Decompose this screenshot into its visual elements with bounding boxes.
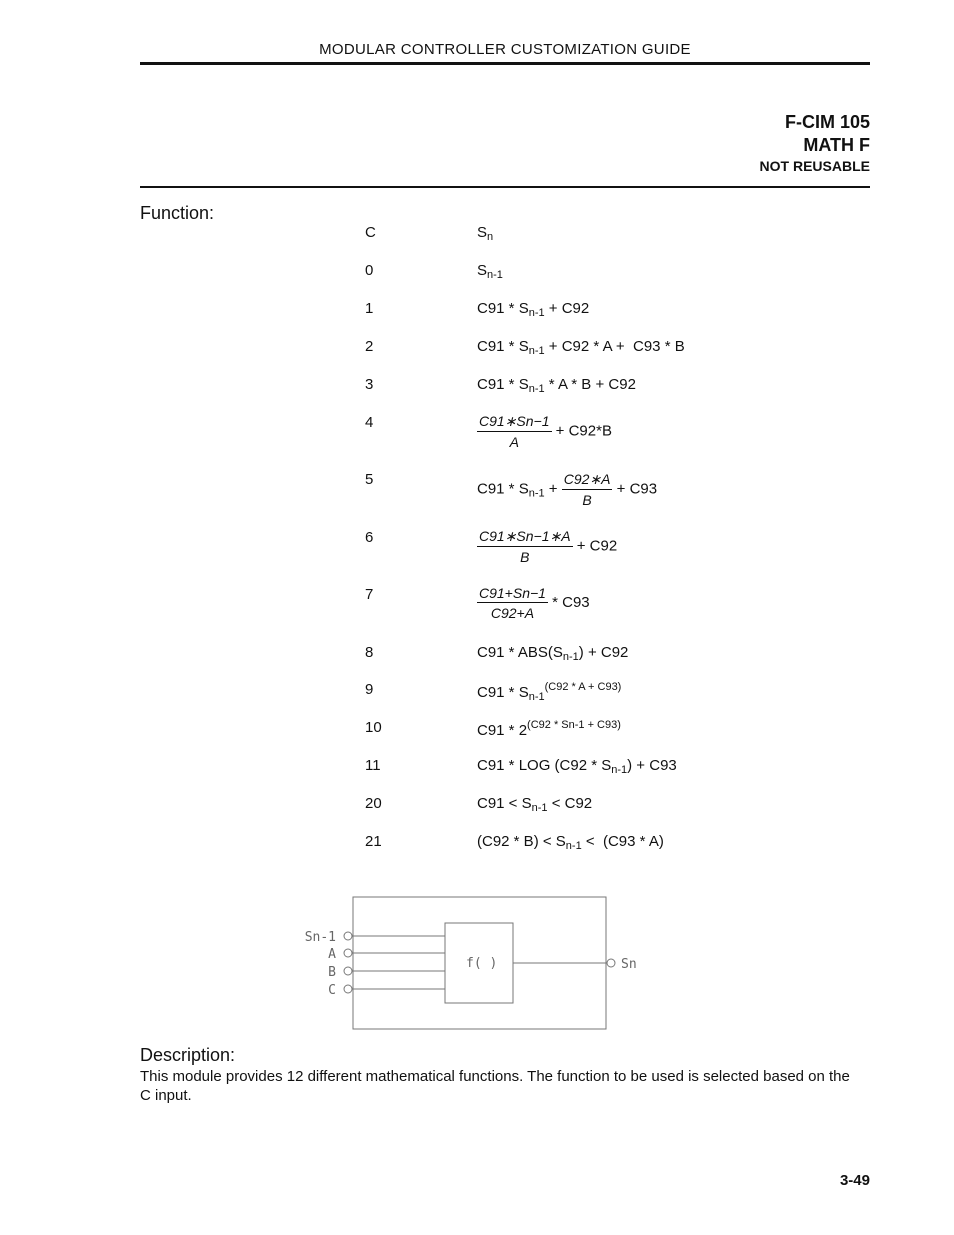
formula-1: $C91 * S_{n-1} + C92$ (477, 300, 590, 319)
input-port (344, 985, 352, 993)
function-heading: Function: (140, 203, 215, 223)
code-5: 5 (365, 471, 374, 488)
header-rule (140, 62, 870, 65)
input-label-b: B (328, 965, 336, 980)
formula-6: $\frac{C91∗Sn-1∗A}{B}$ + C92 (479, 528, 618, 565)
formula-20: $C91 < S_{n-1} < C92$ (477, 795, 593, 814)
output-label-sn: Sn (621, 957, 637, 972)
code-21: 21 (365, 833, 382, 850)
code-11: 11 (365, 757, 381, 774)
fraction: $\frac{C92∗A}{B}$ (563, 471, 611, 508)
input-label-c: C (328, 983, 336, 998)
formula-5: $C91 * S_{n-1}$ + $\frac{C92∗A}{B}$ + C93 (477, 471, 658, 508)
block-diagram (290, 890, 650, 1040)
formula-4: $\frac{C91∗Sn-1}{A}$ + C92*B (479, 413, 612, 450)
title-rule (140, 186, 870, 188)
code-1: 1 (365, 300, 374, 317)
code-7: 7 (365, 586, 374, 603)
code-6: 6 (365, 529, 374, 546)
code-3: 3 (365, 376, 374, 393)
code-4: 4 (365, 414, 374, 431)
module-id: F-CIM 105 (784, 112, 870, 132)
input-label-a: A (328, 947, 336, 962)
column-header-sn: $S_n$ (477, 224, 494, 243)
formula-7: $\frac{C91+Sn-1}{C92+A}$ * C93 (479, 585, 590, 621)
column-header-c: C (365, 224, 376, 241)
code-10: 10 (365, 719, 382, 736)
formula-21: $(C92 * B) < S_{n-1} < (C93 * A)$ (477, 833, 664, 852)
module-name: MATH F (803, 135, 870, 155)
code-20: 20 (365, 795, 382, 812)
description-text: This module provides 12 different mathematical functions. The function to be used is selected based on the C input. (140, 1068, 850, 1104)
code-0: 0 (365, 262, 374, 279)
formula-3: $C91 * S_{n-1} * A * B + C92$ (477, 376, 636, 395)
page-number: 3-49 (839, 1172, 870, 1189)
function-block-label: f( ) (466, 956, 498, 971)
input-port (344, 967, 352, 975)
fraction: $\frac{C91+Sn-1}{C92+A}$ (479, 585, 546, 621)
input-label-sn-1: Sn-1 (304, 930, 336, 945)
input-port (344, 949, 352, 957)
fraction: $\frac{C91∗Sn-1}{A}$ (479, 413, 550, 450)
formula-2: $C91 * S_{n-1} + C92 * A + C93 * B$ (477, 338, 685, 357)
formula-9: $C91 * S_{n-1}^{(C92 * A + C93)}$ (477, 681, 622, 703)
formula-8: $C91 * ABS(S_{n-1}) + C92$ (477, 644, 629, 663)
code-9: 9 (365, 681, 374, 698)
description-heading: Description: (140, 1045, 236, 1065)
code-8: 8 (365, 644, 374, 661)
output-port (607, 959, 615, 967)
running-header: MODULAR CONTROLLER CUSTOMIZATION GUIDE (319, 41, 691, 58)
input-port (344, 932, 352, 940)
formula-0: $S_{n-1}$ (477, 262, 503, 281)
fraction: $\frac{C91∗Sn-1∗A}{B}$ (479, 528, 571, 565)
reuse-note: NOT REUSABLE (759, 158, 870, 174)
code-2: 2 (365, 338, 374, 355)
formula-10: $C91 * 2^{(C92 * Sn-1 + C93)}$ (477, 719, 621, 739)
formula-11: C91 * LOG $(C92 * S_{n-1}) + C93$ (477, 757, 677, 776)
